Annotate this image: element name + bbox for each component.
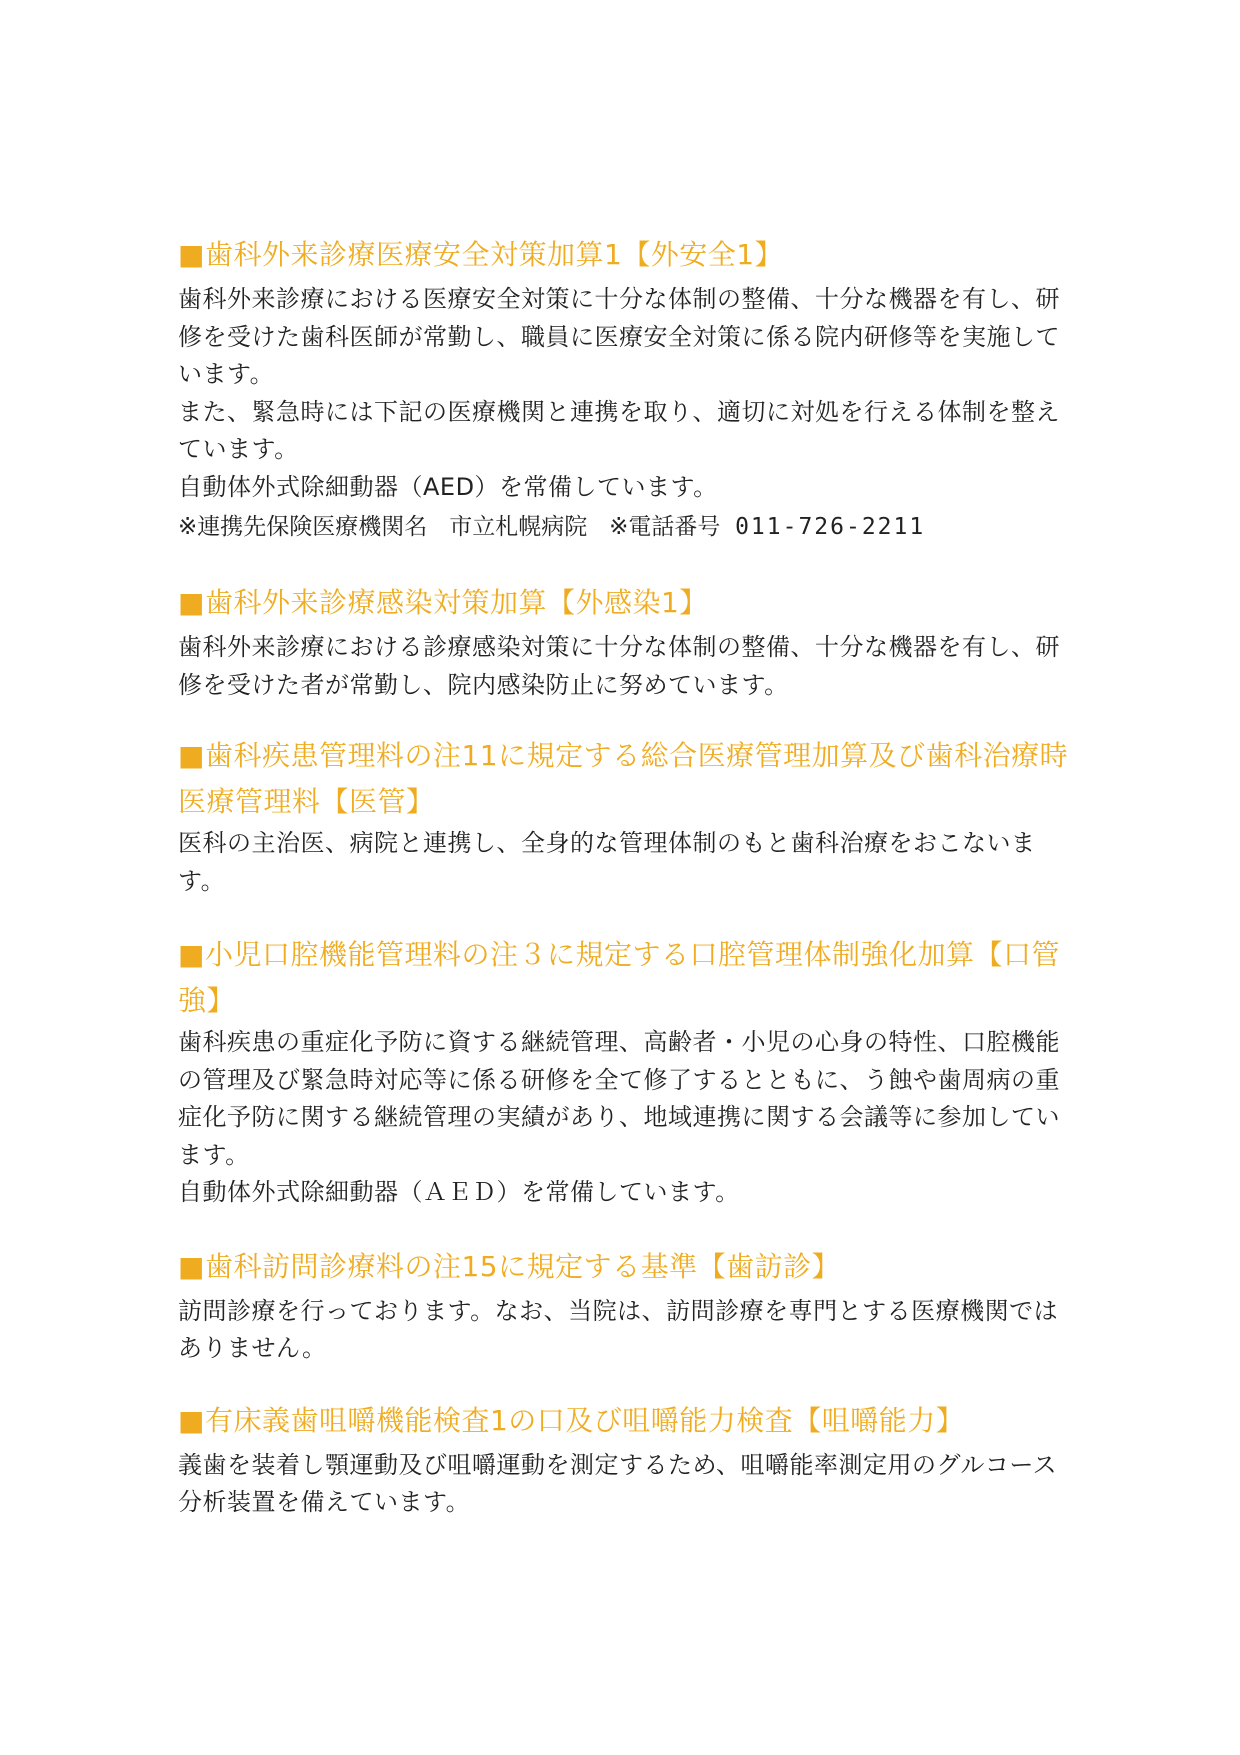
section-paragraph: 歯科外来診療における医療安全対策に十分な体制の整備、十分な機器を有し、研修を受けた歯科医師が常勤し、職員に医療安全対策に係る院内研修等を実施しています。 <box>178 285 1060 388</box>
section-paragraph: 義歯を装着し顎運動及び咀嚼運動を測定するため、咀嚼能率測定用のグルコース分析装置を備えています。 <box>178 1450 1058 1516</box>
section-paragraph: 訪問診療を行っております。なお、当院は、訪問診療を専門とする医療機関ではありません。 <box>178 1296 1059 1362</box>
section-home-visit <box>178 1244 1078 1368</box>
section-heading: ■歯科外来診療感染対策加算【外感染1】 <box>178 586 708 619</box>
partner-hospital-contact <box>178 508 1078 546</box>
phone-number: 011-726-2211 <box>735 514 926 540</box>
section-paragraph: 自動体外式除細動器（ＡＥＤ）を常備しています。 <box>178 1178 740 1206</box>
partner-hospital-label: ※連携先保険医療機関名 <box>178 514 428 540</box>
section-infection-control <box>178 580 1078 704</box>
section-heading: ■歯科外来診療医療安全対策加算1【外安全1】 <box>178 238 784 271</box>
phone-label: ※電話番号 <box>609 514 721 540</box>
section-paragraph: 医科の主治医、病院と連携し、全身的な管理体制のもと歯科治療をおこないます。 <box>178 829 1036 895</box>
section-outpatient-safety <box>178 232 1078 546</box>
section-mastication-test <box>178 1398 1078 1522</box>
document-page <box>178 232 1078 1522</box>
section-medical-management <box>178 733 1078 900</box>
section-paragraph: 歯科外来診療における診療感染対策に十分な体制の整備、十分な機器を有し、研修を受けた者が常勤し、院内感染防止に努めています。 <box>178 633 1060 699</box>
section-heading: ■小児口腔機能管理料の注３に規定する口腔管理体制強化加算【口管強】 <box>178 938 1060 1017</box>
section-paragraph: また、緊急時には下記の医療機関と連携を取り、適切に対処を行える体制を整えています。 <box>178 397 1060 463</box>
section-oral-management <box>178 932 1078 1212</box>
section-heading: ■歯科疾患管理料の注11に規定する総合医療管理加算及び歯科治療時医療管理料【医管】 <box>178 739 1069 818</box>
section-heading: ■有床義歯咀嚼機能検査1の口及び咀嚼能力検査【咀嚼能力】 <box>178 1403 965 1437</box>
section-paragraph: 歯科疾患の重症化予防に資する継続管理、高齢者・小児の心身の特性、口腔機能の管理及び緊急時対応等に係る研修を全て修了するとともに、う蝕や歯周病の重症化予防に関する継続管理の実績があり、地域連携に関する会議等に参加しています。 <box>178 1028 1060 1169</box>
section-paragraph: 自動体外式除細動器（AED）を常備しています。 <box>178 472 718 501</box>
partner-hospital-name: 市立札幌病院 <box>449 514 588 540</box>
section-heading: ■歯科訪問診療料の注15に規定する基準【歯訪診】 <box>178 1249 841 1283</box>
